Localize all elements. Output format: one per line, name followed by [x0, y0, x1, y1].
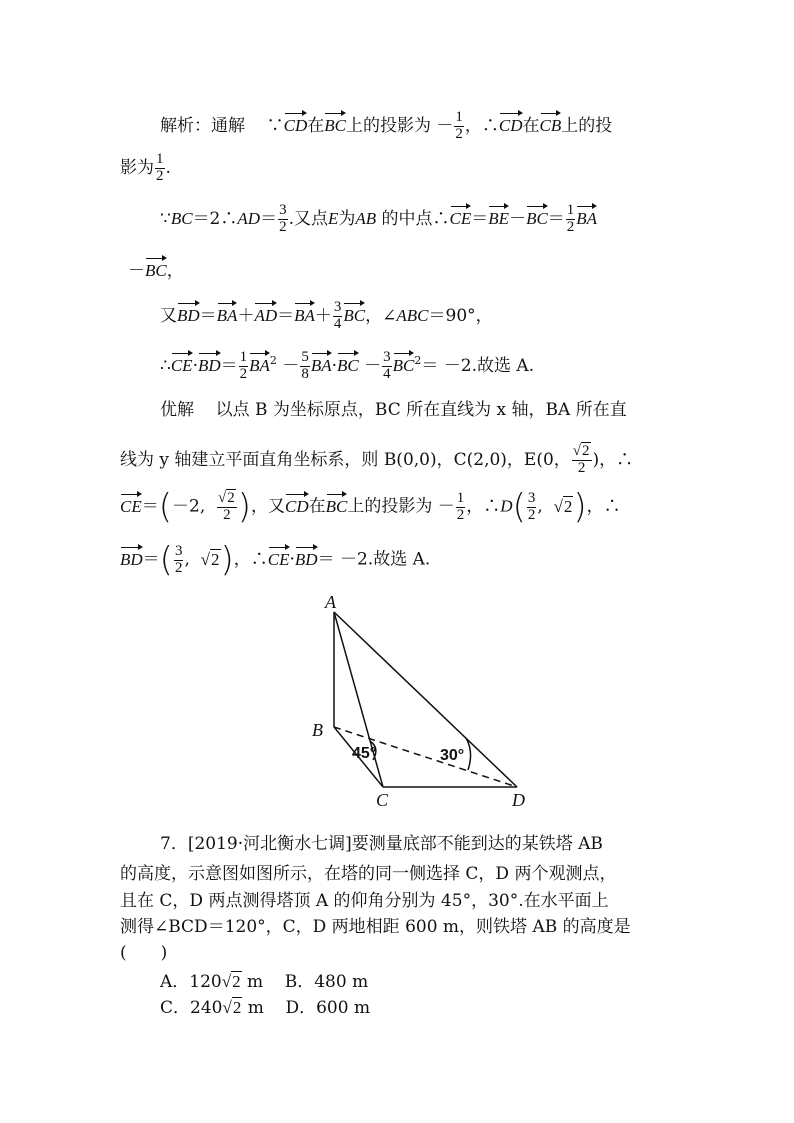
solution-line-2: 影为 $\frac{1}{2}$ .	[120, 151, 171, 184]
solution-label: 解析：	[160, 115, 211, 136]
solution-line-7: 优解 以点 B 为坐标原点，BC 所在直线为 x 轴，BA 所在直	[160, 400, 627, 420]
question-line-4: 测得∠BCD＝120°，C，D 两地相距 600 m，则铁塔 AB 的高度是	[120, 917, 631, 937]
solution-line-10: BD＝( $\frac{3}{2}$ , √2)，∴CE·BD＝ －2.故选 A.	[120, 540, 431, 580]
label-angle-30: 30°	[440, 747, 465, 764]
question-line-1: 7．[2019·河北衡水七调]要测量底部不能到达的某铁塔 AB	[160, 834, 603, 854]
label-C: C	[376, 790, 389, 810]
solution-line-5: 又BD＝BA＋AD＝BA＋ $\frac{3}{4}$ BC，∠ABC＝90°，	[160, 299, 493, 332]
solution-line-1: 解析：通解 ∵CD在BC上的投影为 － $\frac{1}{2}$ ，∴CD在CB上的投	[160, 109, 613, 142]
solution-line-9: CE＝(－2, $\frac{√2}{2}$ )，又CD在BC上的投影为 － $\frac{1}{2}$ ，∴D( $\frac{3}{2}$ , √2)，∴	[120, 487, 621, 527]
label-angle-45: 45°	[352, 745, 377, 762]
option-b[interactable]: B．480 m	[284, 972, 369, 992]
angle-arc-45	[370, 741, 376, 760]
option-c[interactable]: C．240	[160, 998, 223, 1018]
edge-AC	[334, 612, 383, 787]
option-d[interactable]: D．600 m	[285, 998, 371, 1018]
option-a[interactable]: A．120	[160, 972, 222, 992]
solution-line-4: －BC，	[128, 256, 184, 280]
solution-line-8: 线为 y 轴建立平面直角坐标系，则 B(0,0)，C(2,0)，E(0， $\frac{√2}{2}$ )，∴	[120, 443, 634, 476]
option-row-1: A．120√2 m B．480 m	[160, 972, 369, 992]
label-D: D	[512, 790, 525, 810]
angle-arc-30	[466, 738, 471, 770]
option-row-2: C．240√2 m D．600 m	[160, 998, 371, 1018]
question-line-2: 的高度，示意图如图所示，在塔的同一侧选择 C，D 两个观测点，	[120, 864, 617, 884]
question-line-5: ( )	[120, 943, 168, 963]
label-A: A	[325, 592, 336, 612]
method1-label: 通解	[211, 115, 245, 136]
question-line-3: 且在 C，D 两点测得塔顶 A 的仰角分别为 45°，30°.在水平面上	[120, 891, 609, 911]
label-B: B	[312, 720, 323, 740]
solution-line-6: ∴CE·BD＝ $\frac{1}{2}$ $BA^2$ － $\frac{5}{8}$ BA·BC － $\frac{3}{4}$ $BC^2= -2$.故选 A.	[160, 349, 535, 382]
solution-line-3: ∵BC＝2∴AD＝ $\frac{3}{2}$ .又点E为AB 的中点∴CE＝BE－BC＝ $\frac{1}{2}$ BA	[160, 202, 598, 235]
edge-BD	[334, 727, 517, 787]
edge-AD	[334, 612, 517, 787]
edge-BC	[334, 727, 383, 787]
